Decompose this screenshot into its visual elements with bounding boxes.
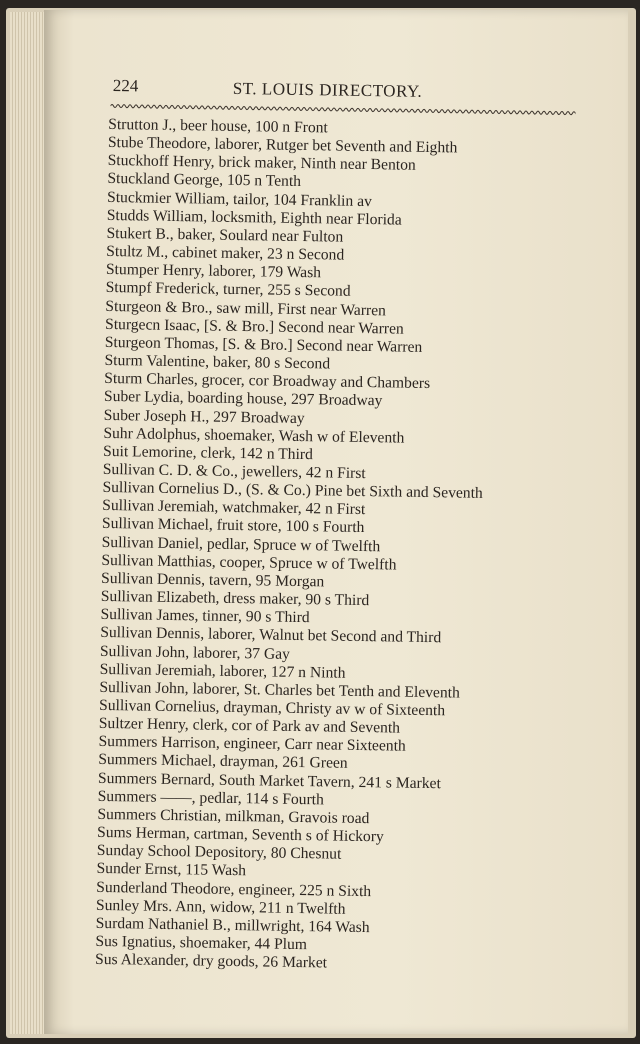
directory-entry: Stumper Henry, laborer, 179 Wash [105,261,322,282]
directory-entry: Stuckland George, 105 n Tenth [107,170,302,191]
directory-entry: Sunder Ernst, 115 Wash [96,860,247,880]
directory-entry: Suhr Adolphus, shoemaker, Wash w of Eleventh [103,424,405,447]
directory-entry: Sullivan Michael, fruit store, 100 s Fourth [101,515,365,537]
directory-entry: Sunley Mrs. Ann, widow, 211 n Twelfth [95,896,346,918]
directory-entry: Summers Christian, milkman, Gravois road [97,805,370,828]
directory-entries [95,116,582,977]
directory-entry: Summers ——, pedlar, 114 s Fourth [97,787,324,809]
page-title: ST. LOUIS DIRECTORY. [232,78,423,101]
directory-entry: Sturm Charles, grocer, cor Broadway and Chambers [104,370,431,393]
directory-entry: Sturgeon Thomas, [S. & Bro.] Second near Warren [104,333,423,356]
directory-entry: Sullivan John, laborer, St. Charles bet Tenth and Eleventh [99,678,460,702]
directory-entry: Sullivan James, tinner, 90 s Third [100,606,310,627]
directory-entry: Stuckhoff Henry, brick maker, Ninth near Benton [107,152,416,175]
directory-entry: Sunday School Depository, 80 Chesnut [96,842,342,863]
directory-entry: Sullivan Matthias, cooper, Spruce w of Twelfth [101,551,397,574]
directory-entry: Sus Alexander, dry goods, 26 Market [94,951,328,972]
page-number: 224 [112,76,139,96]
directory-entry: Sturgecn Isaac, [S. & Bro.] Second near Warren [104,315,404,338]
directory-entry: Summers Bernard, South Market Tavern, 241 s Market [97,769,441,792]
directory-entry: Sullivan Dennis, tavern, 95 Morgan [100,569,325,591]
directory-entry: Stube Theodore, laborer, Rutger bet Seventh and Eighth [107,134,458,157]
directory-entry: Sturm Valentine, baker, 80 s Second [104,351,331,373]
directory-entry: Sunderland Theodore, engineer, 225 n Sixth [96,878,372,900]
directory-entry: Sullivan Jeremiah, laborer, 127 n Ninth [99,660,346,682]
directory-entry: Sullivan C. D. & Co., jewellers, 42 n First [102,460,366,482]
directory-entry: Suber Lydia, boarding house, 297 Broadway [103,388,383,410]
directory-entry: Stultz M., cabinet maker, 23 n Second [106,243,345,264]
directory-entry: Stuckmier William, tailor, 104 Franklin av [106,188,373,210]
directory-entry: Suit Lemorine, clerk, 142 n Third [102,442,313,463]
directory-entry: Sullivan Elizabeth, dress maker, 90 s Third [100,587,370,610]
directory-entry: Sullivan Dennis, laborer, Walnut bet Second and Third [100,624,442,647]
directory-entry: Strutton J., beer house, 100 n Front [108,115,328,137]
directory-entry: Sums Herman, cartman, Seventh s of Hickory [96,823,384,846]
directory-entry: Summers Michael, drayman, 261 Green [98,751,348,773]
directory-entry: Studds William, locksmith, Eighth near Florida [106,206,402,229]
directory-entry: Sturgeon & Bro., saw mill, First near Warren [105,297,387,319]
directory-entry: Surdam Nathaniel B., millwright, 164 Wash [95,914,370,937]
directory-entry: Sultzer Henry, clerk, cor of Park av and Seventh [98,715,401,737]
directory-entry: Stumpf Frederick, turner, 255 s Second [105,279,351,301]
directory-entry: Sullivan Daniel, pedlar, Spruce w of Twelfth [101,533,381,555]
directory-entry: Sullivan John, laborer, 37 Gay [99,642,291,663]
directory-entry: Stukert B., baker, Soulard near Fulton [106,224,344,246]
directory-entry: Sullivan Jeremiah, watchmaker, 42 n First [102,497,366,519]
directory-entry: Suber Joseph H., 297 Broadway [103,406,305,427]
page-content [94,76,583,977]
directory-entry: Sus Ignatius, shoemaker, 44 Plum [95,932,308,954]
directory-entry: Sullivan Cornelius, drayman, Christy av w of Sixteenth [98,696,446,720]
directory-entry: Sullivan Cornelius D., (S. & Co.) Pine bet Sixth and Seventh [102,479,483,502]
directory-entry: Summers Harrison, engineer, Carr near Sixteenth [98,733,406,755]
